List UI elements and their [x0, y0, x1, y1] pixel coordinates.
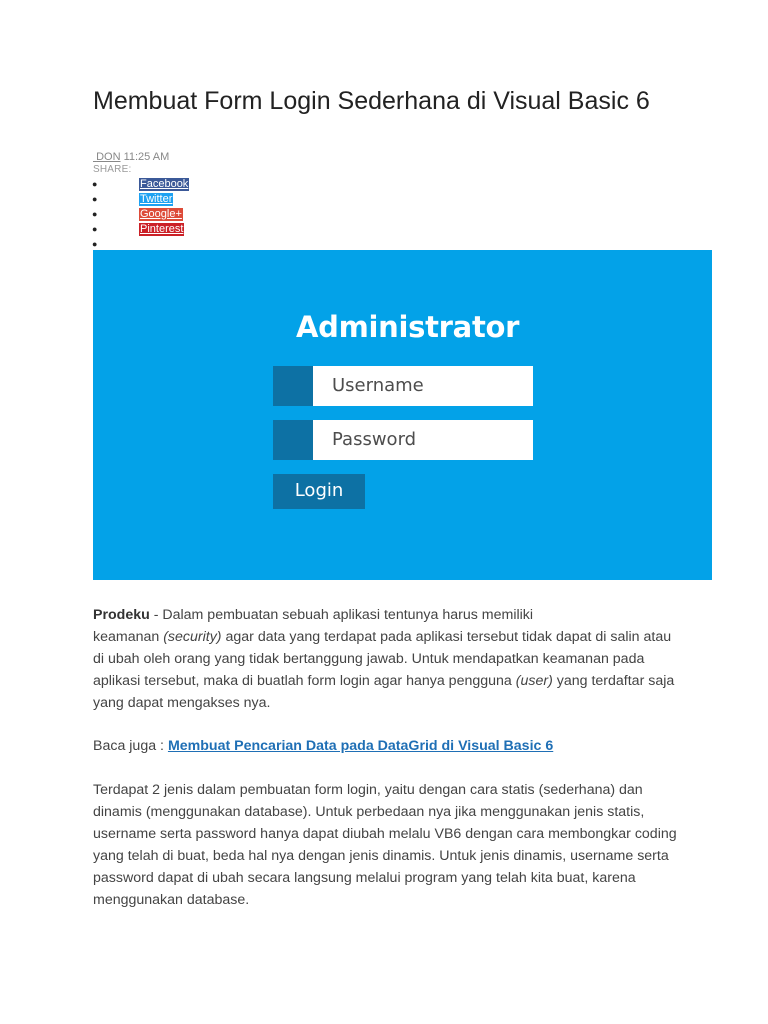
post-meta	[93, 151, 169, 164]
intro-text-1: - Dalam pembuatan sebuah aplikasi tentunya harus memiliki	[149, 607, 534, 623]
intro-user: (user)	[515, 673, 553, 689]
share-googleplus-link[interactable]: Google+	[140, 208, 182, 220]
second-paragraph: Terdapat 2 jenis dalam pembuatan form login, yaitu dengan cara statis (sederhana) dan dinamis (menggunakan database). Untuk perbedaan nya jika menggunakan jenis statis, username serta password hanya dapat diubah melalu VB6 dengan cara membongkar coding yang telah di buat, beda hal nya dengan jenis dinamis. Untuk jenis dinamis, username serta password dapat di ubah secara langsung melalui program yang telah kita buat, karena menggunakan database.	[93, 782, 677, 908]
hero-password-field	[273, 420, 533, 460]
share-facebook-link[interactable]: Facebook	[140, 178, 189, 190]
post-time: 11:25 AM	[123, 151, 170, 163]
share-pinterest-link[interactable]: Pinterest	[140, 223, 184, 235]
hero-admin-title: Administrator	[296, 310, 520, 344]
share-twitter-link[interactable]: Twitter	[140, 193, 173, 205]
hero-password-placeholder: Password	[332, 429, 417, 450]
bullet-icon: ●	[92, 239, 98, 249]
user-icon	[273, 366, 313, 406]
lock-icon	[273, 420, 313, 460]
share-label: SHARE:	[93, 164, 132, 175]
bullet-icon: ●	[92, 179, 98, 189]
hero-username-placeholder: Username	[332, 375, 424, 396]
hero-image-login-form	[93, 250, 712, 580]
read-also-label: Baca juga :	[93, 738, 168, 754]
intro-paragraph	[93, 604, 683, 714]
read-also-paragraph	[93, 735, 683, 757]
intro-text-3: agar data yang terdapat pada aplikasi tersebut tidak dapat di salin atau di ubah oleh orang yang tidak bertanggung jawab. Untuk mendapatkan keamanan pada aplikasi tersebut, maka di buatlah form login agar hanya pengguna	[93, 629, 672, 689]
intro-text-2: keamanan	[93, 629, 164, 645]
intro-text-4: yang terdaftar saja yang dapat mengakses nya.	[93, 673, 675, 711]
bullet-icon: ●	[92, 194, 98, 204]
brand-name: Prodeku	[93, 607, 150, 623]
author-name: DON	[96, 151, 121, 163]
read-also-link[interactable]: Membuat Pencarian Data pada DataGrid di Visual Basic 6	[167, 738, 554, 754]
bullet-icon: ●	[92, 224, 98, 234]
hero-login-button: Login	[273, 474, 365, 509]
intro-security: (security)	[163, 629, 222, 645]
bullet-icon: ●	[92, 209, 98, 219]
post-title: Membuat Form Login Sederhana di Visual Basic 6	[93, 87, 650, 115]
author-link[interactable]	[93, 151, 121, 163]
hero-username-field	[273, 366, 533, 406]
